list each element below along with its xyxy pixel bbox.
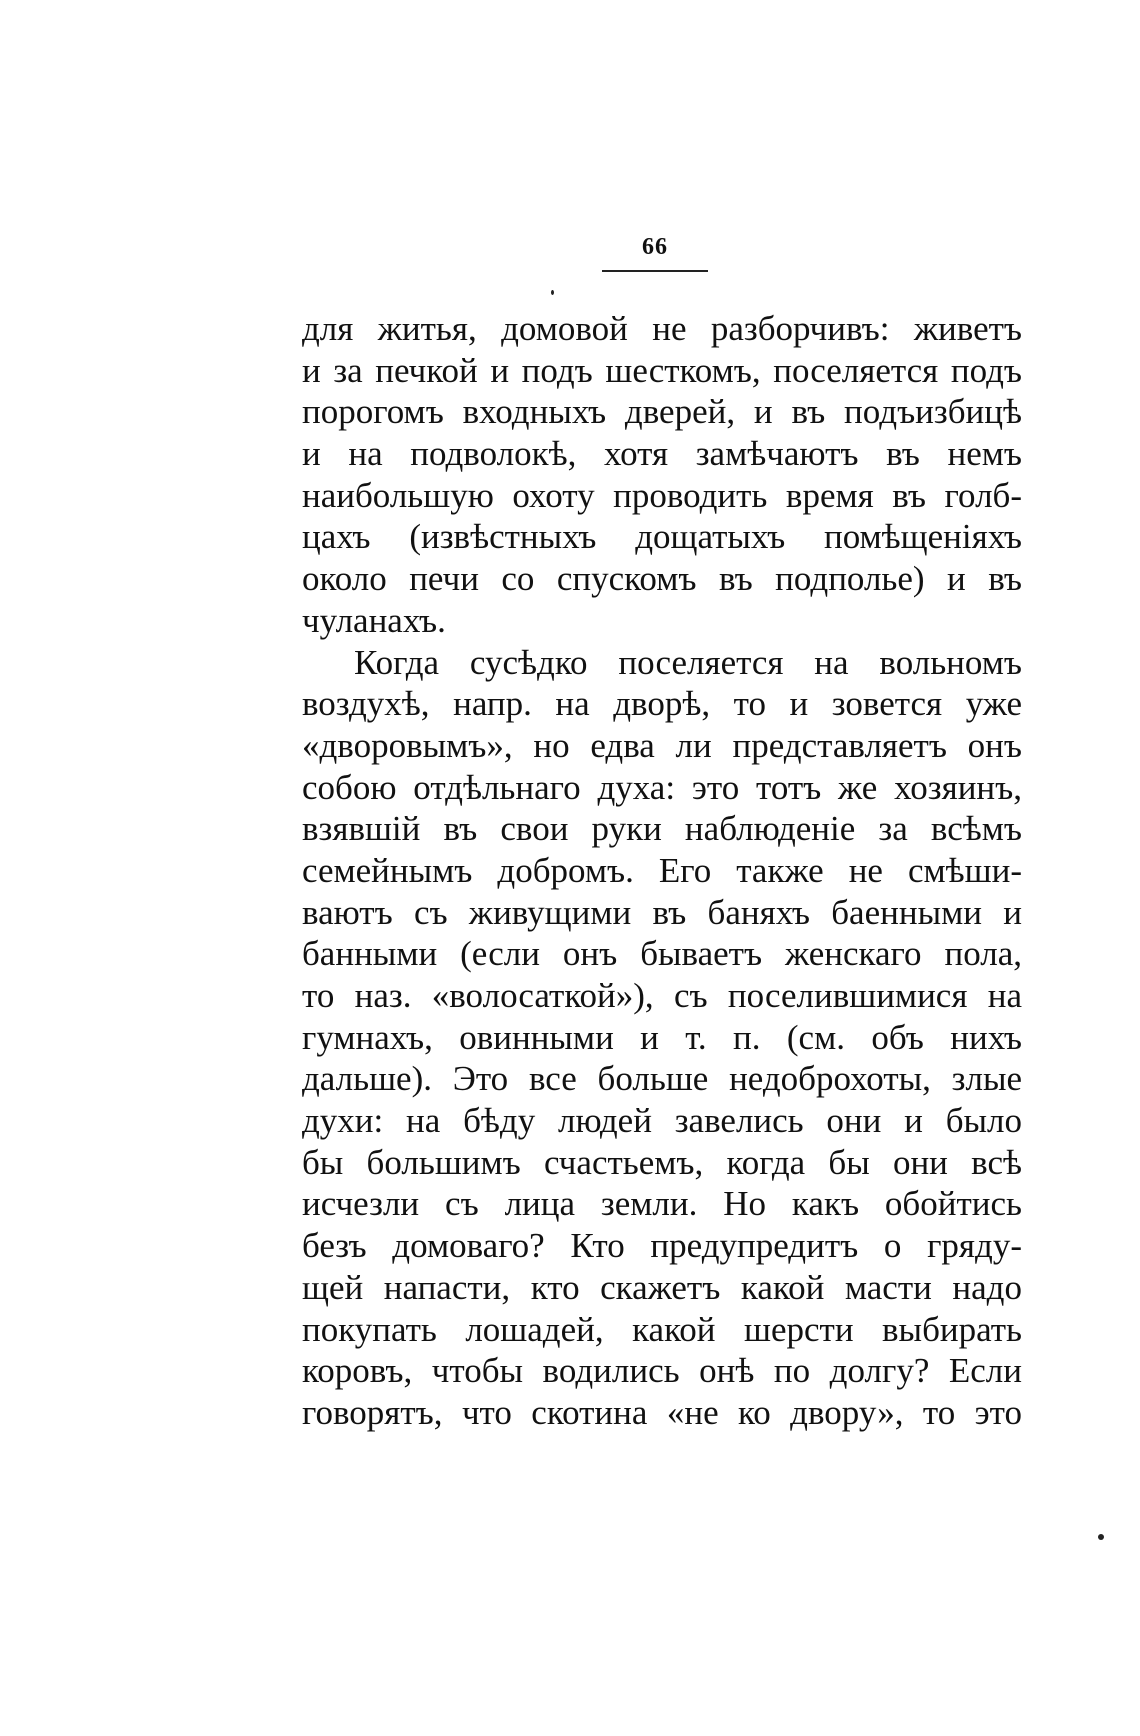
scan-speck	[551, 290, 554, 295]
text-line: наибольшую охоту проводить время въ голб-	[302, 475, 1022, 515]
text-line: семейнымъ добромъ. Его также не смѣши-	[302, 850, 1022, 890]
text-line: порогомъ входныхъ дверей, и въ подъизбицѣ	[302, 392, 1022, 432]
text-line: коровъ, чтобы водились онѣ по долгу? Если	[302, 1351, 1022, 1391]
text-line: «дворовымъ», но едва ли представляетъ онъ	[302, 725, 1022, 765]
text-line: цахъ (извѣстныхъ дощатыхъ помѣщеніяхъ	[302, 517, 1022, 557]
text-line: собою отдѣльнаго духа: это тотъ же хозяинъ,	[302, 767, 1022, 807]
text-line: безъ домоваго? Кто предупредитъ о гряду-	[302, 1226, 1022, 1266]
text-line: ваютъ съ живущими въ баняхъ баенными и	[302, 892, 1022, 932]
text-line: гумнахъ, овинными и т. п. (см. объ нихъ	[302, 1017, 1022, 1057]
text-line: щей напасти, кто скажетъ какой масти надо	[302, 1267, 1022, 1307]
text-line: около печи со спускомъ въ подполье) и въ	[302, 559, 1022, 599]
text-line: и за печкой и подъ шесткомъ, поселяется подъ	[302, 350, 1022, 390]
text-line: банными (если онъ бываетъ женскаго пола,	[302, 934, 1022, 974]
text-line: воздухѣ, напр. на дворѣ, то и зовется уже	[302, 684, 1022, 724]
body-text	[302, 308, 1022, 1434]
scan-speck	[1098, 1534, 1104, 1540]
text-line: бы большимъ счастьемъ, когда бы они всѣ	[302, 1142, 1022, 1182]
page-number-rule	[602, 270, 708, 272]
text-line: и на подволокѣ, хотя замѣчаютъ въ немъ	[302, 434, 1022, 474]
text-line: Когда сусѣдко поселяется на вольномъ	[354, 642, 1022, 682]
text-line: для житья, домовой не разборчивъ: живетъ	[302, 309, 1022, 348]
text-line: исчезли съ лица земли. Но какъ обойтись	[302, 1184, 1022, 1224]
text-line: взявшій въ свои руки наблюденіе за всѣмъ	[302, 809, 1022, 849]
page-number: 66	[642, 234, 668, 260]
text-line: дальше). Это все больше недоброхоты, злые	[302, 1059, 1022, 1099]
text-line: говорятъ, что скотина «не ко двору», то это	[302, 1392, 1022, 1432]
text-line: чуланахъ.	[302, 600, 446, 640]
text-line: то наз. «волосаткой»), съ поселившимися на	[302, 976, 1022, 1015]
text-line: духи: на бѣду людей завелись они и было	[302, 1101, 1022, 1141]
text-line: покупать лошадей, какой шерсти выбирать	[302, 1309, 1022, 1349]
